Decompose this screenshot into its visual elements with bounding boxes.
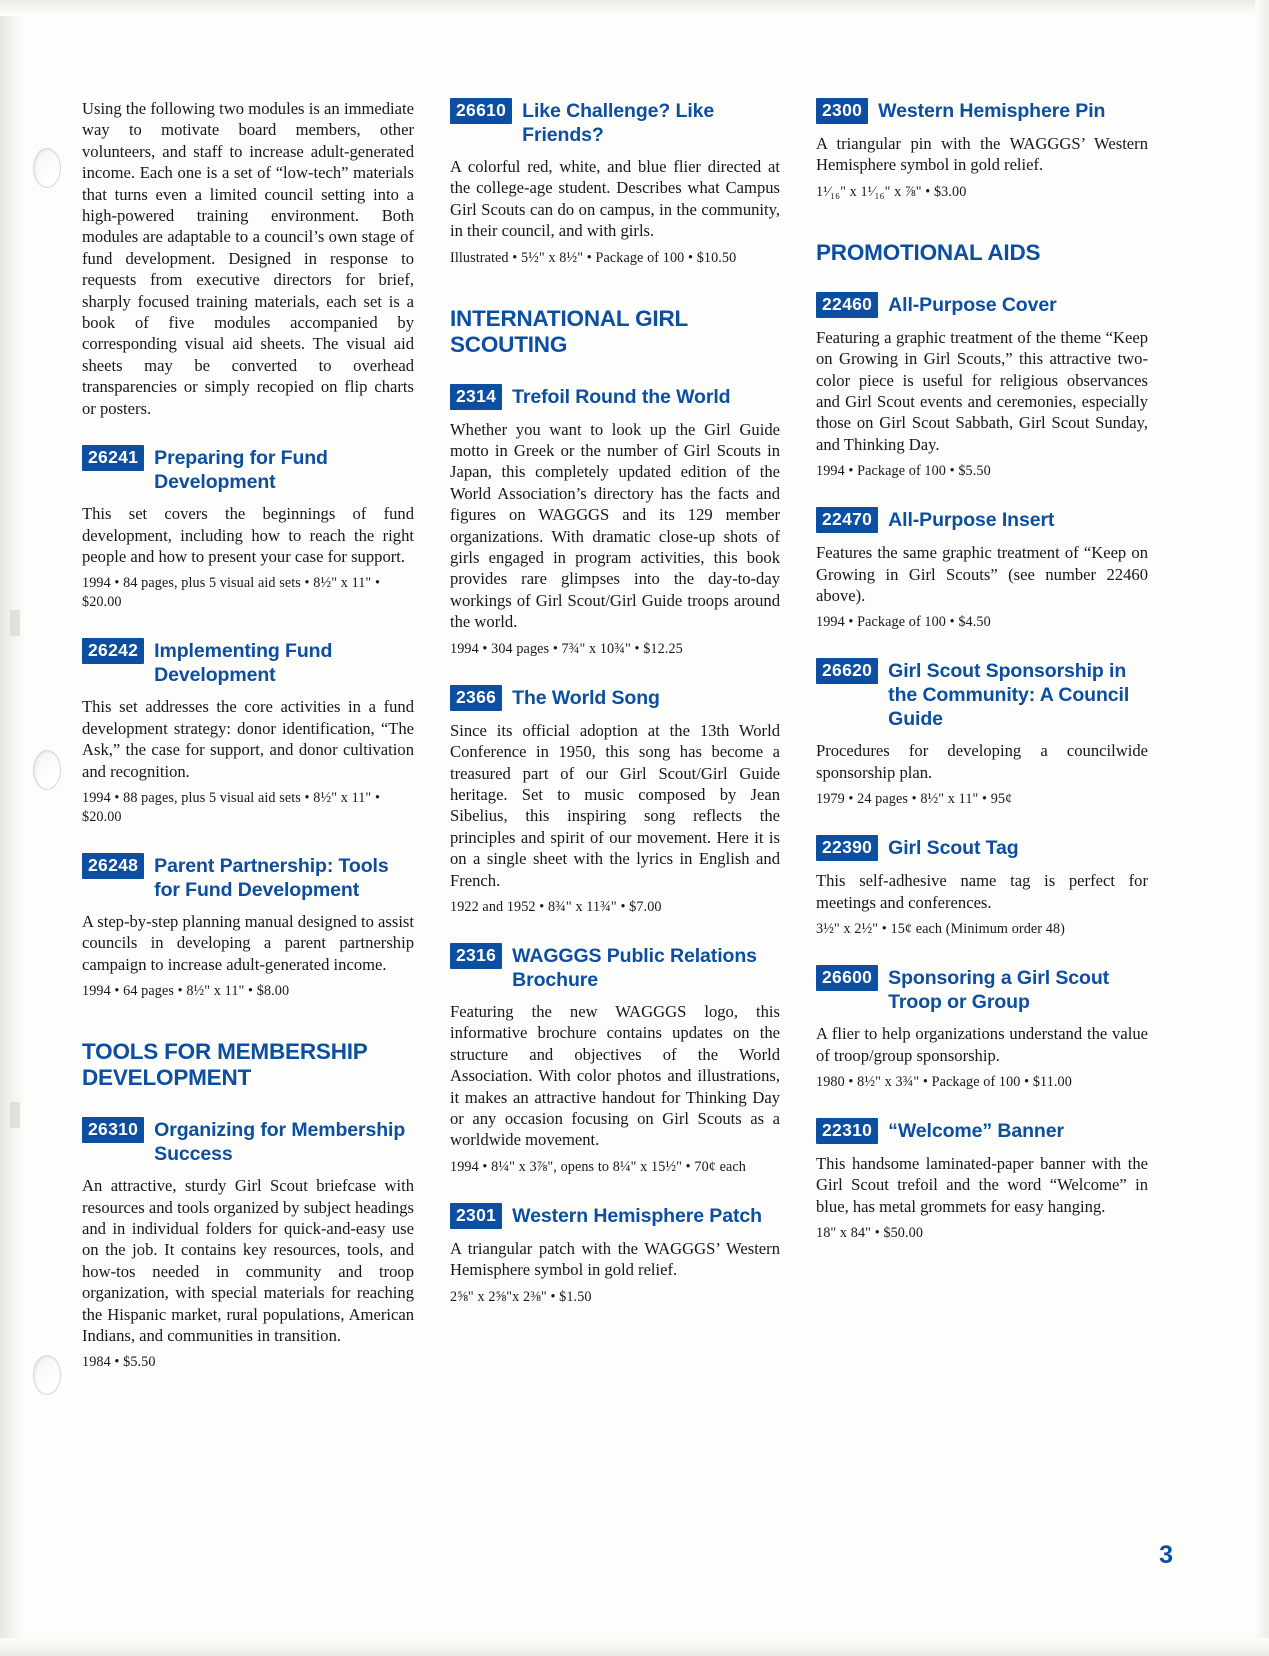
entry-header [450, 98, 780, 147]
column-one [82, 98, 414, 1372]
entry-header [450, 384, 780, 410]
entry-header [816, 1118, 1148, 1144]
item-description: This self-adhesive name tag is perfect for meetings and conferences. [816, 871, 1148, 912]
item-code[interactable]: 2300 [816, 98, 868, 124]
catalog-entry [82, 638, 414, 827]
catalog-entry [450, 943, 780, 1177]
item-code[interactable]: 26610 [450, 98, 512, 124]
item-spec: 18" x 84" • $50.00 [816, 1225, 924, 1242]
item-code[interactable]: 26241 [82, 445, 144, 471]
item-description: An attractive, sturdy Girl Scout briefcase with resources and tools organized by subject headings and in individual folders for quick-and-easy use on the job. It contains key resources, tools, and how-tos needed in community and troop organization, with special materials for reaching the Hispanic market, rural populations, American Indians, and communities in transition. [82, 1176, 414, 1345]
entry-header [82, 638, 414, 687]
item-title: Western Hemisphere Patch [512, 1204, 762, 1227]
catalog-entry [450, 98, 780, 268]
catalog-entry [816, 507, 1148, 632]
item-description: A triangular patch with the WAGGGS’ Western Hemisphere symbol in gold relief. [450, 1238, 780, 1280]
catalog-entry [816, 292, 1148, 481]
page-edge-right [1255, 0, 1269, 1656]
item-description: Procedures for developing a councilwide sponsorship plan. [816, 741, 1148, 782]
entry-header [82, 445, 414, 494]
page-edge-left [0, 0, 26, 1656]
item-spec: 1¹⁄₁₆" x 1¹⁄₁₆" x ⅞" • $3.00 [816, 183, 967, 200]
item-title: Organizing for Membership Success [154, 1119, 406, 1166]
item-spec: 1980 • 8½" x 3¾" • Package of 100 • $11.00 [816, 1073, 1072, 1090]
catalog-entry [82, 853, 414, 1001]
item-title: Implementing Fund Development [154, 640, 333, 687]
item-title: Western Hemisphere Pin [878, 100, 1106, 122]
item-description: A triangular pin with the WAGGGS’ Western Hemisphere symbol in gold relief. [816, 134, 1148, 175]
entry-header [450, 685, 780, 711]
binder-punch-hole [33, 750, 61, 790]
item-code[interactable]: 26310 [82, 1117, 144, 1143]
entry-header [816, 507, 1148, 533]
item-spec: 1979 • 24 pages • 8½" x 11" • 95¢ [816, 791, 1013, 808]
catalog-entry [82, 1117, 414, 1372]
item-title: Sponsoring a Girl Scout Troop or Group [888, 967, 1110, 1014]
item-code[interactable]: 26248 [82, 853, 144, 879]
item-spec: 1994 • 304 pages • 7¾" x 10¾" • $12.25 [450, 640, 683, 657]
catalog-entry [816, 658, 1148, 809]
entry-header [816, 292, 1148, 318]
item-description: This set covers the beginnings of fund development, including how to reach the right people and how to present your case for support. [82, 504, 414, 566]
item-title: Like Challenge? Like Friends? [522, 100, 715, 146]
catalog-entry [816, 965, 1148, 1092]
item-code[interactable]: 22470 [816, 507, 878, 533]
entry-header [816, 965, 1148, 1014]
margin-mark [10, 1102, 20, 1128]
item-title: The World Song [512, 686, 660, 709]
item-title: WAGGGS Public Relations Brochure [512, 944, 757, 991]
page-edge-top [0, 0, 1269, 16]
catalog-entry [82, 445, 414, 612]
margin-mark [10, 610, 20, 636]
entry-header [450, 943, 780, 992]
page-number: 3 [1159, 1541, 1173, 1569]
item-title: Parent Partnership: Tools for Fund Development [154, 854, 389, 901]
item-description: This handsome laminated-paper banner with the Girl Scout trefoil and the word “Welcome” in blue, has metal grommets for easy hanging. [816, 1153, 1148, 1216]
item-description: Featuring a graphic treatment of the theme “Keep on Growing in Girl Scouts,” this attractive two-color piece is useful for religious observances and Girl Scout events and ceremonies, especially those on Girl Scout Sabbath, Girl Scout Sunday, and Thinking Day. [816, 327, 1148, 454]
binder-punch-hole [33, 148, 61, 188]
column-two [450, 98, 780, 1372]
item-spec: 1994 • 64 pages • 8½" x 11" • $8.00 [82, 983, 290, 1000]
item-spec: 1994 • 84 pages, plus 5 visual aid sets • 8½" x 11" • $20.00 [82, 575, 381, 611]
entry-header [82, 853, 414, 902]
column-three [816, 98, 1148, 1372]
catalog-entry [450, 1203, 780, 1307]
entry-header [450, 1203, 780, 1229]
catalog-entry [816, 835, 1148, 939]
item-spec: 3½" x 2½" • 15¢ each (Minimum order 48) [816, 921, 1065, 938]
catalog-columns [82, 98, 1152, 1372]
entry-header [816, 658, 1148, 731]
item-description: This set addresses the core activities in a fund development strategy: donor identification, “The Ask,” the case for support, and donor cultivation and recognition. [82, 697, 414, 781]
item-code[interactable]: 2316 [450, 943, 502, 969]
item-code[interactable]: 2366 [450, 685, 502, 711]
item-description: Whether you want to look up the Girl Guide motto in Greek or the number of Girl Scouts in Japan, this completely updated edition of the World Association’s directory has the facts and figures on WAGGGS and its 129 member organizations. With dramatic close-up shots of girls engaged in program activities, this book provides rare glimpses into the day-to-day workings of Girl Scout/Girl Guide troops around the world. [450, 419, 780, 632]
item-title: Trefoil Round the World [512, 385, 731, 408]
item-code[interactable]: 26620 [816, 658, 878, 684]
catalog-entry [816, 98, 1148, 202]
item-code[interactable]: 22310 [816, 1118, 878, 1144]
catalog-entry [816, 1118, 1148, 1243]
catalog-entry [450, 685, 780, 917]
item-spec: 1994 • 8¼" x 3⅞", opens to 8¼" x 15½" • 70¢ each [450, 1158, 747, 1175]
item-title: All-Purpose Insert [888, 509, 1055, 532]
item-description: A colorful red, white, and blue flier directed at the college-age student. Describes what Campus Girl Scouts can do on campus, in the community, in their council, and with girls. [450, 157, 780, 241]
item-description: A flier to help organizations understand the value of troop/group sponsorship. [816, 1024, 1148, 1065]
entry-header [816, 98, 1148, 124]
section-heading-international-girl-scouting: INTERNATIONAL GIRL SCOUTING [450, 305, 688, 357]
catalog-entry [450, 384, 780, 659]
intro-paragraph: Using the following two modules is an immediate way to motivate board members, other volunteers, and staff to increase adult-generated income. Each one is a set of “low-tech” materials that turns even a limited council setting into a high-powered training environment. Both modules are adaptable to a council’s own stage of fund development. Designed in response to requests from executive directors for brief, sharply focused training materials, each set is a book of five modules accompanied by corresponding visual aid sheets. The visual aid sheets may be converted to overhead transparencies or simply recopied on flip charts or posters. [82, 99, 414, 418]
item-spec: 1994 • Package of 100 • $5.50 [816, 463, 991, 480]
section-heading-tools-for-membership-development: TOOLS FOR MEMBERSHIP DEVELOPMENT [82, 1039, 368, 1091]
item-spec: 1994 • 88 pages, plus 5 visual aid sets • 8½" x 11" • $20.00 [82, 789, 381, 825]
item-description: A step-by-step planning manual designed to assist councils in developing a parent partnership campaign to increase adult-generated income. [82, 911, 414, 974]
entry-header [816, 835, 1148, 861]
item-title: “Welcome” Banner [888, 1119, 1064, 1142]
item-code[interactable]: 22390 [816, 835, 878, 861]
section-heading-promotional-aids: PROMOTIONAL AIDS [816, 239, 1041, 265]
item-description: Since its official adoption at the 13th World Conference in 1950, this song has become a treasured part of our Girl Scout/Girl Guide heritage. Set to music composed by Jean Sibelius, this inspiring song reflects the principles and spirit of our movement. Here it is on a single sheet with the lyrics in English and French. [450, 720, 780, 890]
item-code[interactable]: 26600 [816, 965, 878, 991]
item-code[interactable]: 26242 [82, 638, 144, 664]
item-description: Features the same graphic treatment of “Keep on Growing in Girl Scouts” (see number 22460 above). [816, 543, 1148, 606]
item-title: Girl Scout Sponsorship in the Community: A Council Guide [888, 660, 1130, 731]
entry-header [82, 1117, 414, 1166]
item-code[interactable]: 2314 [450, 384, 502, 410]
item-spec: 1994 • Package of 100 • $4.50 [816, 614, 991, 631]
item-spec: Illustrated • 5½" x 8½" • Package of 100 • $10.50 [450, 249, 737, 266]
page-edge-bottom [0, 1638, 1269, 1656]
item-title: Preparing for Fund Development [154, 447, 328, 494]
binder-punch-hole [33, 1355, 61, 1395]
item-description: Featuring the new WAGGGS logo, this informative brochure contains updates on the structure and objectives of the World Association. With color photos and illustrations, it makes an attractive handout for Thinking Day or any occasion focusing on Girl Scouts as a worldwide movement. [450, 1001, 780, 1150]
item-code[interactable]: 2301 [450, 1203, 502, 1229]
item-spec: 2⅝" x 2⅝"x 2⅜" • $1.50 [450, 1288, 592, 1305]
item-title: Girl Scout Tag [888, 837, 1019, 860]
item-spec: 1922 and 1952 • 8¾" x 11¾" • $7.00 [450, 898, 662, 915]
item-code[interactable]: 22460 [816, 292, 878, 318]
item-spec: 1984 • $5.50 [82, 1354, 156, 1371]
item-title: All-Purpose Cover [888, 293, 1057, 316]
